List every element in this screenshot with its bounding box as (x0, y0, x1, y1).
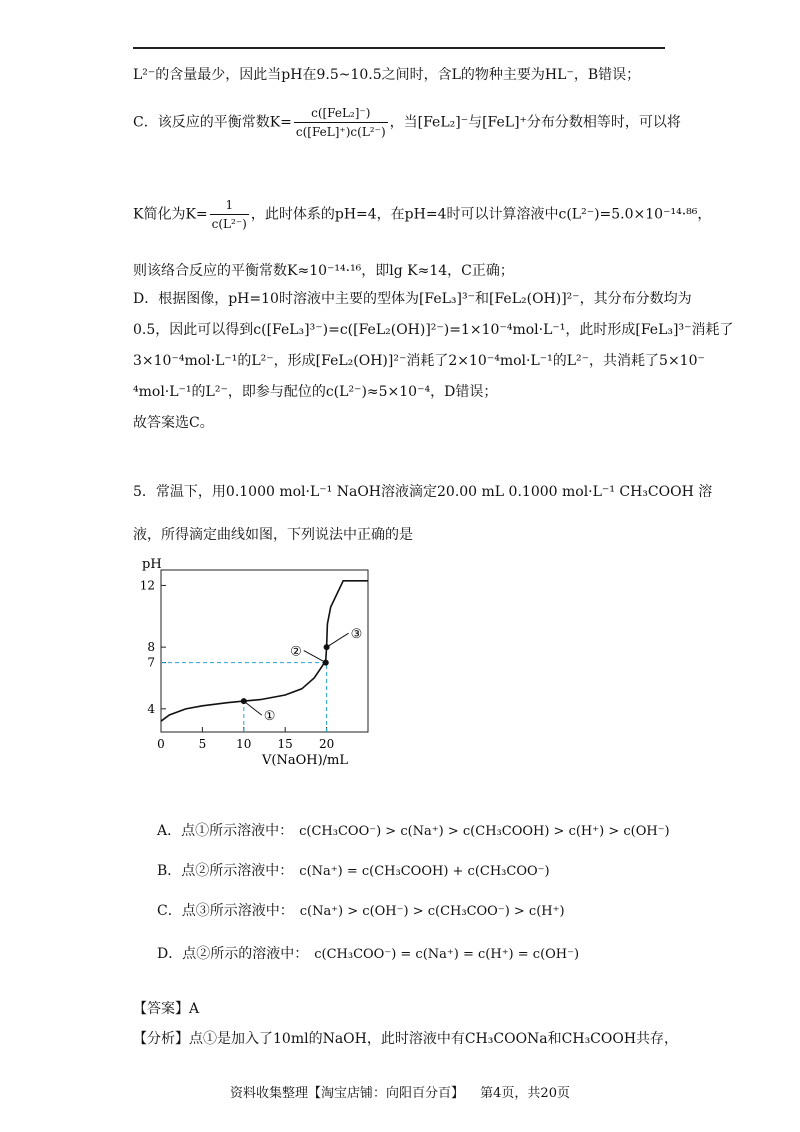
y-tick-label: 7 (147, 655, 155, 670)
y-tick-label: 12 (140, 578, 155, 593)
question-line-2: 液，所得滴定曲线如图，下列说法中正确的是 (133, 527, 413, 543)
x-tick-label: 0 (157, 737, 165, 751)
k-frac-denominator: c(L²⁻) (211, 217, 247, 231)
option-c[interactable] (157, 902, 565, 921)
text-line-5: D．根据图像，pH=10时溶液中主要的型体为[FeL₃]³⁻和[FeL₂(OH)]²⁻，其分布分数均为 (133, 291, 692, 307)
point-leader-line (304, 651, 326, 663)
k-fraction (210, 196, 249, 233)
titration-chart (140, 552, 400, 772)
question-line-1: 5．常温下，用0.1000 mol·L⁻¹ NaOH溶液滴定20.00 mL 0.1000 mol·L⁻¹ CH₃COOH 溶 (133, 484, 713, 500)
k-frac-numerator: 1 (210, 196, 249, 215)
c-suffix: ，当[FeL₂]⁻与[FeL]⁺分布分数相等时，可以将 (389, 114, 681, 131)
text-line-6: 0.5，因此可以得到c([FeL₃]³⁻)=c([FeL₂(OH)]²⁻)=1×10⁻⁴mol·L⁻¹，此时形成[FeL₃]³⁻消耗了 (133, 322, 734, 338)
x-axis-label: V(NaOH)/mL (262, 753, 348, 768)
c-fraction (294, 104, 388, 141)
x-tick-label: 20 (318, 737, 335, 751)
top-rule (133, 47, 665, 49)
text-line-9: 故答案选C。 (133, 415, 214, 431)
x-tick-label: 10 (236, 737, 252, 751)
option-a[interactable] (157, 822, 670, 841)
k-prefix: K简化为K= (133, 206, 208, 223)
point-leader-line (244, 701, 262, 715)
option-d-equation: c(CH₃COO⁻) = c(Na⁺) = c(H⁺) = c(OH⁻) (314, 947, 580, 962)
option-d[interactable] (157, 945, 579, 964)
answer-line: 【答案】A (133, 1001, 200, 1017)
point-label: ③ (350, 627, 363, 643)
option-b-label: B．点②所示溶液中： (157, 863, 294, 879)
text-line-1: L²⁻的含量最少，因此当pH在9.5~10.5之间时，含L的物种主要为HL⁻，B错误； (133, 67, 641, 83)
data-point-marker (323, 660, 329, 666)
y-tick-label: 8 (147, 640, 155, 655)
option-c-equation: c(Na⁺) > c(OH⁻) > c(CH₃COO⁻) > c(H⁺) (299, 904, 565, 919)
page-footer (0, 1082, 800, 1101)
option-a-equation: c(CH₃COO⁻) > c(Na⁺) > c(CH₃COOH) > c(H⁺) > c(OH⁻) (299, 824, 670, 839)
data-point-marker (241, 698, 247, 704)
text-line-c (133, 104, 681, 141)
c-frac-numerator: c([FeL₂]⁻) (294, 104, 388, 123)
k-suffix: ，此时体系的pH=4，在pH=4时可以计算溶液中c(L²⁻)=5.0×10⁻¹⁴·⁸⁶， (250, 206, 712, 223)
footer-source: 资料收集整理【淘宝店铺：向阳百分百】 (230, 1086, 465, 1101)
text-line-4: 则该络合反应的平衡常数K≈10⁻¹⁴·¹⁶，即lg K≈14，C正确； (133, 263, 514, 279)
y-axis-label: pH (142, 557, 162, 572)
x-tick-label: 5 (198, 737, 207, 751)
text-line-7: 3×10⁻⁴mol·L⁻¹的L²⁻，形成[FeL₂(OH)]²⁻消耗了2×10⁻⁴mol·L⁻¹的L²⁻，共消耗了5×10⁻ (133, 353, 705, 369)
option-d-label: D．点②所示的溶液中： (157, 946, 309, 962)
option-a-label: A．点①所示溶液中： (157, 823, 294, 839)
titration-curve (161, 581, 368, 721)
data-point-marker (324, 644, 330, 650)
chart-plot-layer (140, 570, 368, 751)
point-label: ① (263, 709, 276, 725)
option-b-equation: c(Na⁺) = c(CH₃COOH) + c(CH₃COO⁻) (299, 864, 550, 879)
y-tick-label: 4 (147, 701, 155, 716)
footer-page-number: 第4页，共20页 (480, 1086, 570, 1101)
point-label: ② (290, 644, 302, 660)
option-c-label: C．点③所示溶液中： (157, 903, 294, 919)
text-line-k (133, 196, 711, 233)
point-leader-line (327, 633, 349, 647)
option-b[interactable] (157, 862, 550, 881)
c-prefix: C．该反应的平衡常数K= (133, 114, 292, 131)
c-frac-denominator: c([FeL]⁺)c(L²⁻) (295, 125, 386, 139)
x-tick-label: 15 (277, 737, 293, 751)
analysis-line: 【分析】点①是加入了10ml的NaOH，此时溶液中有CH₃COONa和CH₃COOH共存， (133, 1031, 679, 1047)
text-line-8: ⁴mol·L⁻¹的L²⁻，即参与配位的c(L²⁻)≈5×10⁻⁴，D错误； (133, 384, 498, 400)
